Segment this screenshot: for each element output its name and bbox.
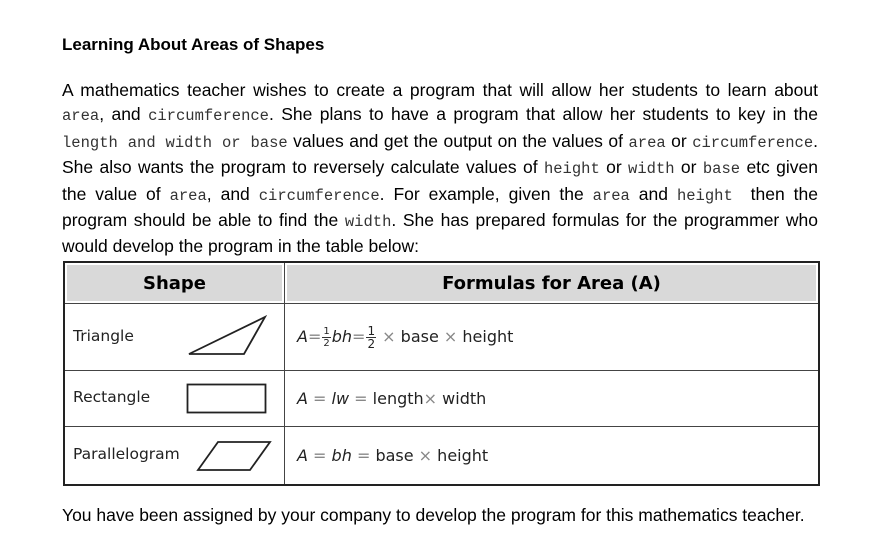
code-term: height: [543, 160, 600, 179]
rectangle-icon: [186, 383, 268, 415]
code-term: circumference: [692, 133, 814, 152]
shape-cell-parallelogram: [64, 427, 285, 486]
parallelogram-icon: [196, 440, 272, 472]
para-text: . For example, given the: [379, 183, 593, 204]
formulas-table: [63, 261, 820, 486]
code-term: height: [676, 186, 733, 205]
fraction-num: 1: [323, 325, 330, 337]
formula-part: bh: [331, 446, 352, 465]
fraction: [322, 326, 330, 349]
formula-part: ×: [423, 389, 438, 408]
para-text: then the program should be able to find the: [62, 183, 823, 231]
formula-part: height: [462, 326, 514, 346]
table-row: [64, 427, 819, 486]
formula-part: ×: [443, 326, 458, 346]
formula-part: length: [372, 389, 424, 408]
formula-part: A: [297, 326, 308, 346]
para-text: and: [629, 183, 677, 204]
formula-part: =: [356, 446, 371, 465]
code-term: base: [702, 160, 741, 179]
code-term: area: [169, 186, 207, 205]
para-text: . She plans to have a program that allow her students to key in the: [268, 104, 818, 125]
triangle-icon: [187, 314, 267, 358]
formula-rectangle: [285, 371, 820, 427]
para-text: A mathematics teacher wishes to create a program that will allow her students to learn about: [62, 80, 818, 100]
fraction-den: 2: [323, 337, 330, 349]
code-term: area: [592, 186, 630, 205]
para-text: or: [599, 157, 629, 178]
formula-part: A: [297, 389, 308, 408]
shape-name: Rectangle: [73, 388, 151, 406]
header-shape: Shape: [64, 262, 285, 304]
formula-part: =: [313, 446, 327, 465]
para-text: . She also wants the program to reversely calculate values of: [62, 130, 818, 178]
formula-part: ×: [418, 446, 433, 465]
code-term: area: [628, 133, 666, 152]
shape-name: Triangle: [73, 327, 134, 345]
fraction-den: 2: [367, 336, 376, 351]
formula-part: A: [297, 446, 308, 465]
formula-part: base: [375, 446, 414, 465]
formula-part: =: [307, 326, 322, 346]
fraction: [366, 325, 376, 350]
code-term: width: [628, 160, 675, 179]
para-text: values and get the output on the values of: [287, 130, 629, 151]
para-text: , and: [206, 183, 259, 204]
para-text: . She has prepared formulas for the programmer who would develop the program in the table below:: [62, 210, 818, 257]
fraction-num: 1: [367, 323, 376, 338]
header-formula: Formulas for Area (A): [285, 262, 820, 304]
formula-part: base: [400, 326, 439, 346]
code-term: length and width or base: [62, 133, 288, 152]
code-term: width: [344, 213, 392, 232]
formula-part: =: [313, 389, 327, 408]
formula-part: height: [437, 446, 489, 465]
formula-parallelogram: [285, 427, 820, 486]
shape-name: Parallelogram: [73, 445, 180, 463]
page-title: Learning About Areas of Shapes: [62, 35, 325, 54]
para-text: or: [665, 130, 693, 151]
intro-paragraph: [62, 78, 823, 259]
formula-triangle: [285, 304, 820, 371]
code-term: circumference: [148, 107, 269, 126]
table-row: [64, 304, 819, 371]
formula-part: bh: [331, 326, 353, 346]
formula-part: ×: [382, 326, 396, 346]
para-text: , and: [99, 104, 149, 125]
table-header-row: [64, 262, 819, 304]
closing-paragraph: You have been assigned by your company to develop the program for this mathematics teacher.: [62, 505, 805, 525]
code-term: area: [62, 107, 100, 126]
para-text: etc given the value of: [62, 157, 818, 204]
formula-part: lw: [331, 389, 350, 408]
code-term: circumference: [258, 186, 380, 205]
shape-cell-triangle: [64, 304, 285, 371]
para-text: or: [674, 157, 703, 178]
table-row: [64, 371, 819, 427]
formula-part: width: [442, 389, 487, 408]
shape-cell-rectangle: [64, 371, 285, 427]
formula-part: =: [352, 326, 366, 346]
formula-part: =: [354, 389, 368, 408]
